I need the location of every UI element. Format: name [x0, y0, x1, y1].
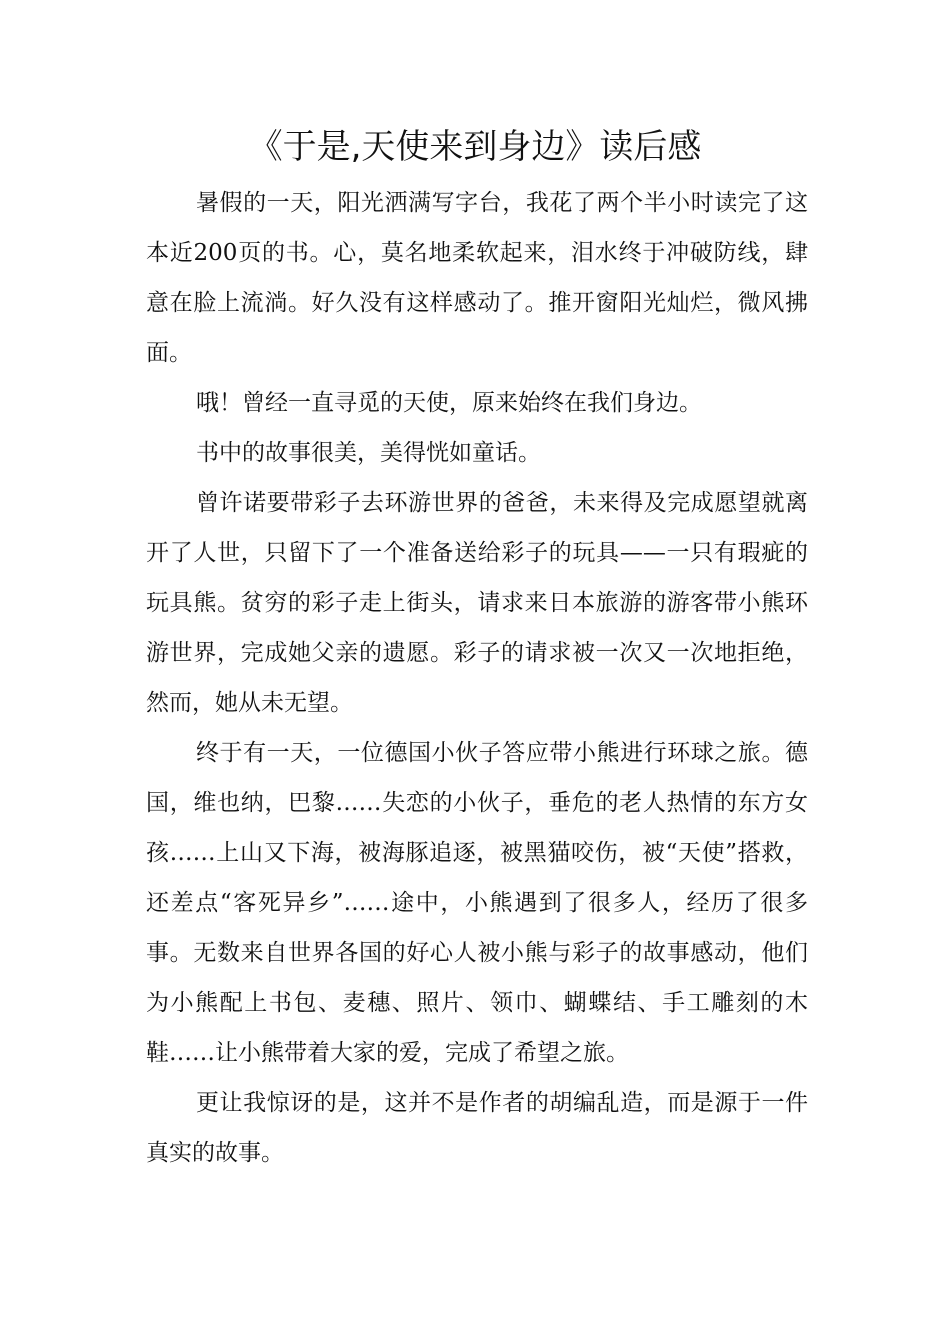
paragraph-3: 书中的故事很美，美得恍如童话。 [196, 440, 541, 466]
paragraph-2: 哦！曾经一直寻觅的天使，原来始终在我们身边。 [196, 390, 702, 416]
paragraph-6: 更让我惊讶的是，这并不是作者的胡编乱造，而是源于一件真实的故事。 [146, 1090, 808, 1166]
document-title: 《于是,天使来到身边》读后感 [248, 127, 702, 167]
document-body [146, 178, 808, 1178]
paragraph-5: 终于有一天，一位德国小伙子答应带小熊进行环球之旅。德国，维也纳，巴黎……失恋的小伙子，垂危的老人热情的东方女孩……上山又下海，被海豚追逐，被黑猫咬伤，被“天使”搭救，还差点“客死异乡”……途中，小熊遇到了很多人，经历了很多事。无数来自世界各国的好心人被小熊与彩子的故事感动，他们为小熊配上书包、麦穗、照片、领巾、蝴蝶结、手工雕刻的木鞋……让小熊带着大家的爱，完成了希望之旅。 [146, 740, 808, 1066]
paragraph-1: 暑假的一天，阳光洒满写字台，我花了两个半小时读完了这本近200页的书。心，莫名地柔软起来，泪水终于冲破防线，肆意在脸上流淌。好久没有这样感动了。推开窗阳光灿烂，微风拂面。 [146, 190, 808, 366]
paragraph-4: 曾许诺要带彩子去环游世界的爸爸，未来得及完成愿望就离开了人世，只留下了一个准备送给彩子的玩具——一只有瑕疵的玩具熊。贫穷的彩子走上街头，请求来日本旅游的游客带小熊环游世界，完成她父亲的遗愿。彩子的请求被一次又一次地拒绝，然而，她从未无望。 [146, 490, 808, 716]
